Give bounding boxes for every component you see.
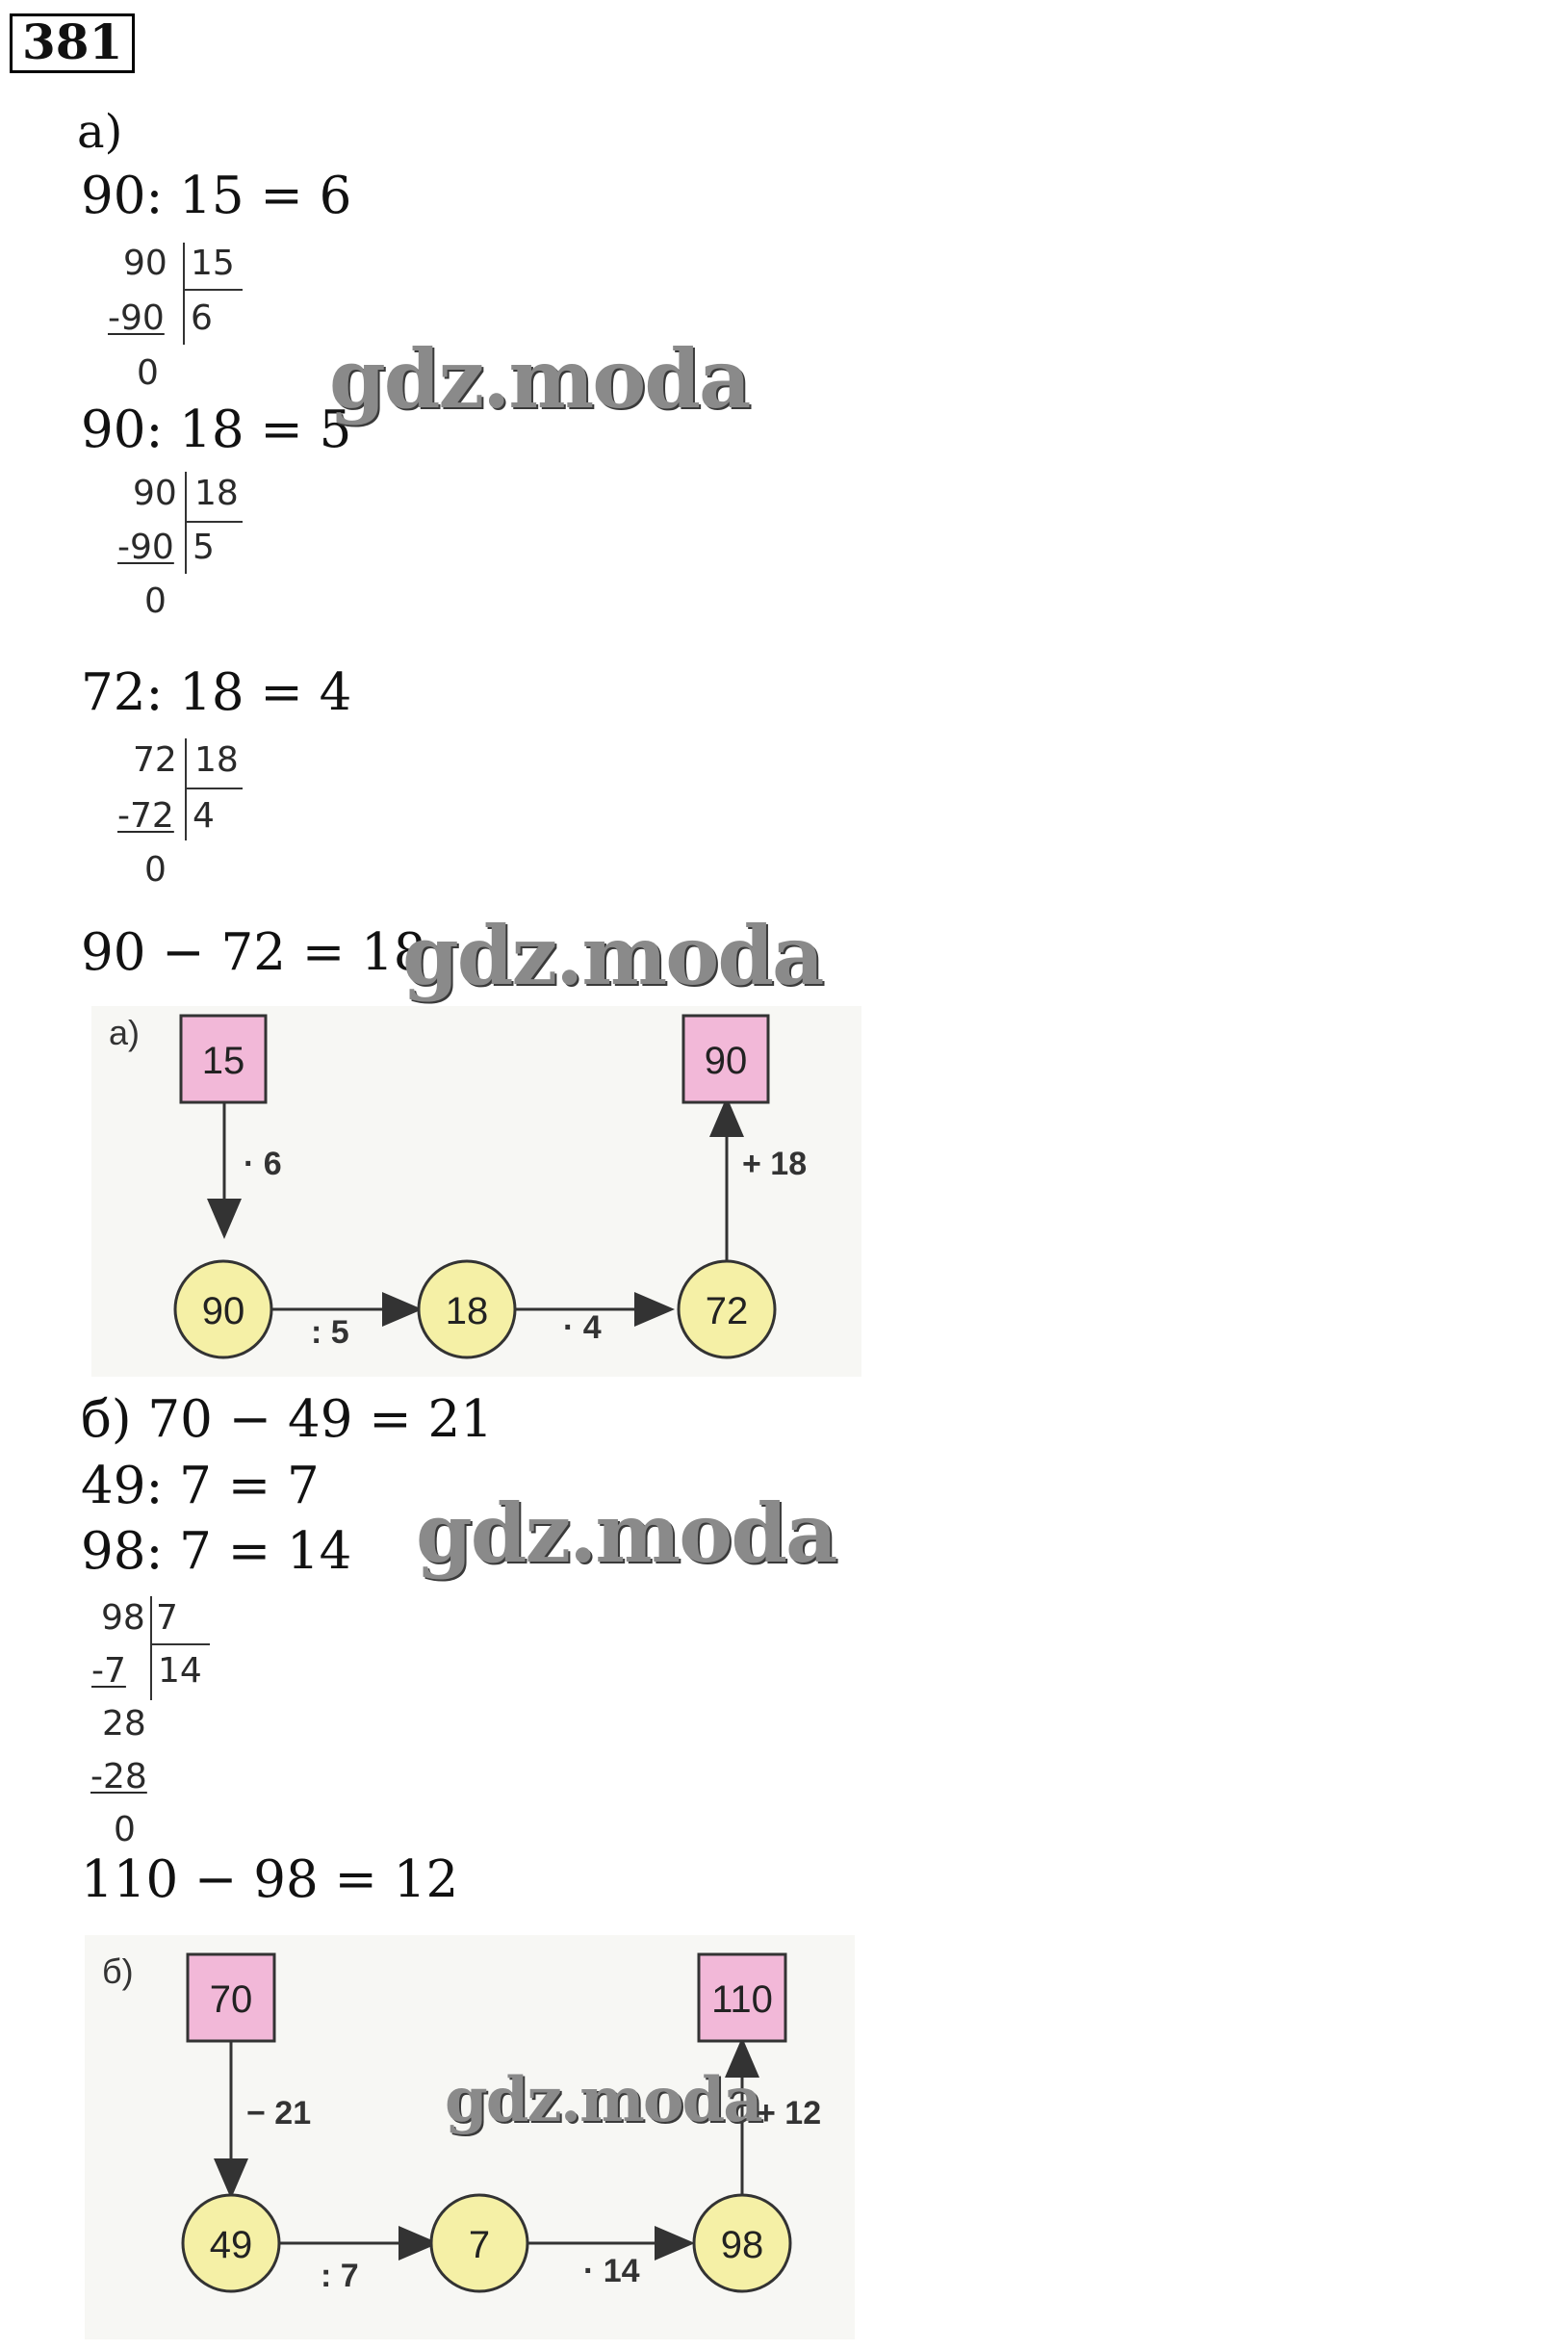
division-line [185, 521, 243, 523]
dividend: 98 [101, 1598, 145, 1638]
divisor: 18 [194, 474, 239, 513]
watermark: gdz.moda [329, 331, 750, 426]
circle-2-value: 18 [445, 1290, 489, 1332]
division-line [185, 788, 243, 789]
subtrahend-1: -7 [91, 1651, 126, 1691]
dividend: 90 [123, 244, 167, 283]
part-a-label: а) [77, 105, 123, 159]
equation-a2: 90: 18 = 5 [81, 400, 352, 459]
quotient: 4 [193, 796, 215, 836]
division-line [183, 289, 243, 291]
division-bar [183, 243, 185, 345]
quotient: 5 [193, 528, 215, 567]
box-start-value: 15 [201, 1040, 245, 1082]
dividend: 72 [133, 740, 177, 780]
division-line [150, 1643, 210, 1645]
equation-b2: 49: 7 = 7 [81, 1457, 320, 1515]
box-start-value: 70 [209, 1978, 253, 2021]
op-right-2: · 4 [563, 1309, 602, 1346]
op-right-1: : 5 [311, 1314, 349, 1351]
remainder: 0 [144, 581, 167, 621]
dividend: 90 [133, 474, 177, 513]
remainder: 0 [144, 850, 167, 890]
remainder: 0 [114, 1810, 136, 1849]
equation-a3: 72: 18 = 4 [81, 663, 352, 722]
op-up: + 12 [757, 2095, 822, 2131]
circle-1-value: 90 [201, 1290, 245, 1332]
circle-2-value: 7 [468, 2224, 491, 2266]
box-end-value: 110 [711, 1978, 773, 2021]
watermark: gdz.moda [416, 1486, 836, 1581]
diagram-b [85, 1935, 855, 2339]
op-right-1: : 7 [321, 2258, 359, 2294]
partial-28: 28 [102, 1704, 146, 1744]
op-up: + 18 [742, 1146, 808, 1182]
op-down: · 6 [244, 1146, 282, 1182]
divisor: 7 [156, 1598, 178, 1638]
equation-b4: 110 − 98 = 12 [81, 1850, 459, 1909]
diagram-a [91, 1006, 861, 1377]
op-right-2: · 14 [583, 2253, 640, 2289]
problem-number: 381 [10, 13, 135, 73]
division-bar [150, 1596, 152, 1700]
subtrahend: -90 [117, 528, 174, 567]
diagram-b-label: б) [102, 1951, 134, 1991]
equation-a1: 90: 15 = 6 [81, 167, 352, 225]
divisor: 15 [191, 244, 235, 283]
division-bar [185, 472, 187, 574]
equation-a4: 90 − 72 = 18 [81, 923, 426, 982]
divisor: 18 [194, 740, 239, 780]
division-bar [185, 738, 187, 840]
circle-3-value: 72 [705, 1290, 749, 1332]
remainder: 0 [137, 353, 159, 393]
subtrahend: -72 [117, 796, 174, 836]
circle-1-value: 49 [209, 2224, 253, 2266]
subtrahend-2: -28 [90, 1757, 147, 1796]
quotient: 6 [191, 298, 213, 338]
diagram-a-label: а) [109, 1013, 141, 1052]
subtrahend: -90 [108, 298, 165, 338]
equation-b1: б) 70 − 49 = 21 [81, 1390, 493, 1449]
watermark: gdz.moda [445, 2064, 761, 2136]
quotient: 14 [158, 1651, 202, 1691]
circle-3-value: 98 [720, 2224, 764, 2266]
watermark: gdz.moda [402, 908, 823, 1003]
box-end-value: 90 [704, 1040, 748, 1082]
op-down: − 21 [246, 2095, 312, 2131]
equation-b3: 98: 7 = 14 [81, 1522, 352, 1581]
